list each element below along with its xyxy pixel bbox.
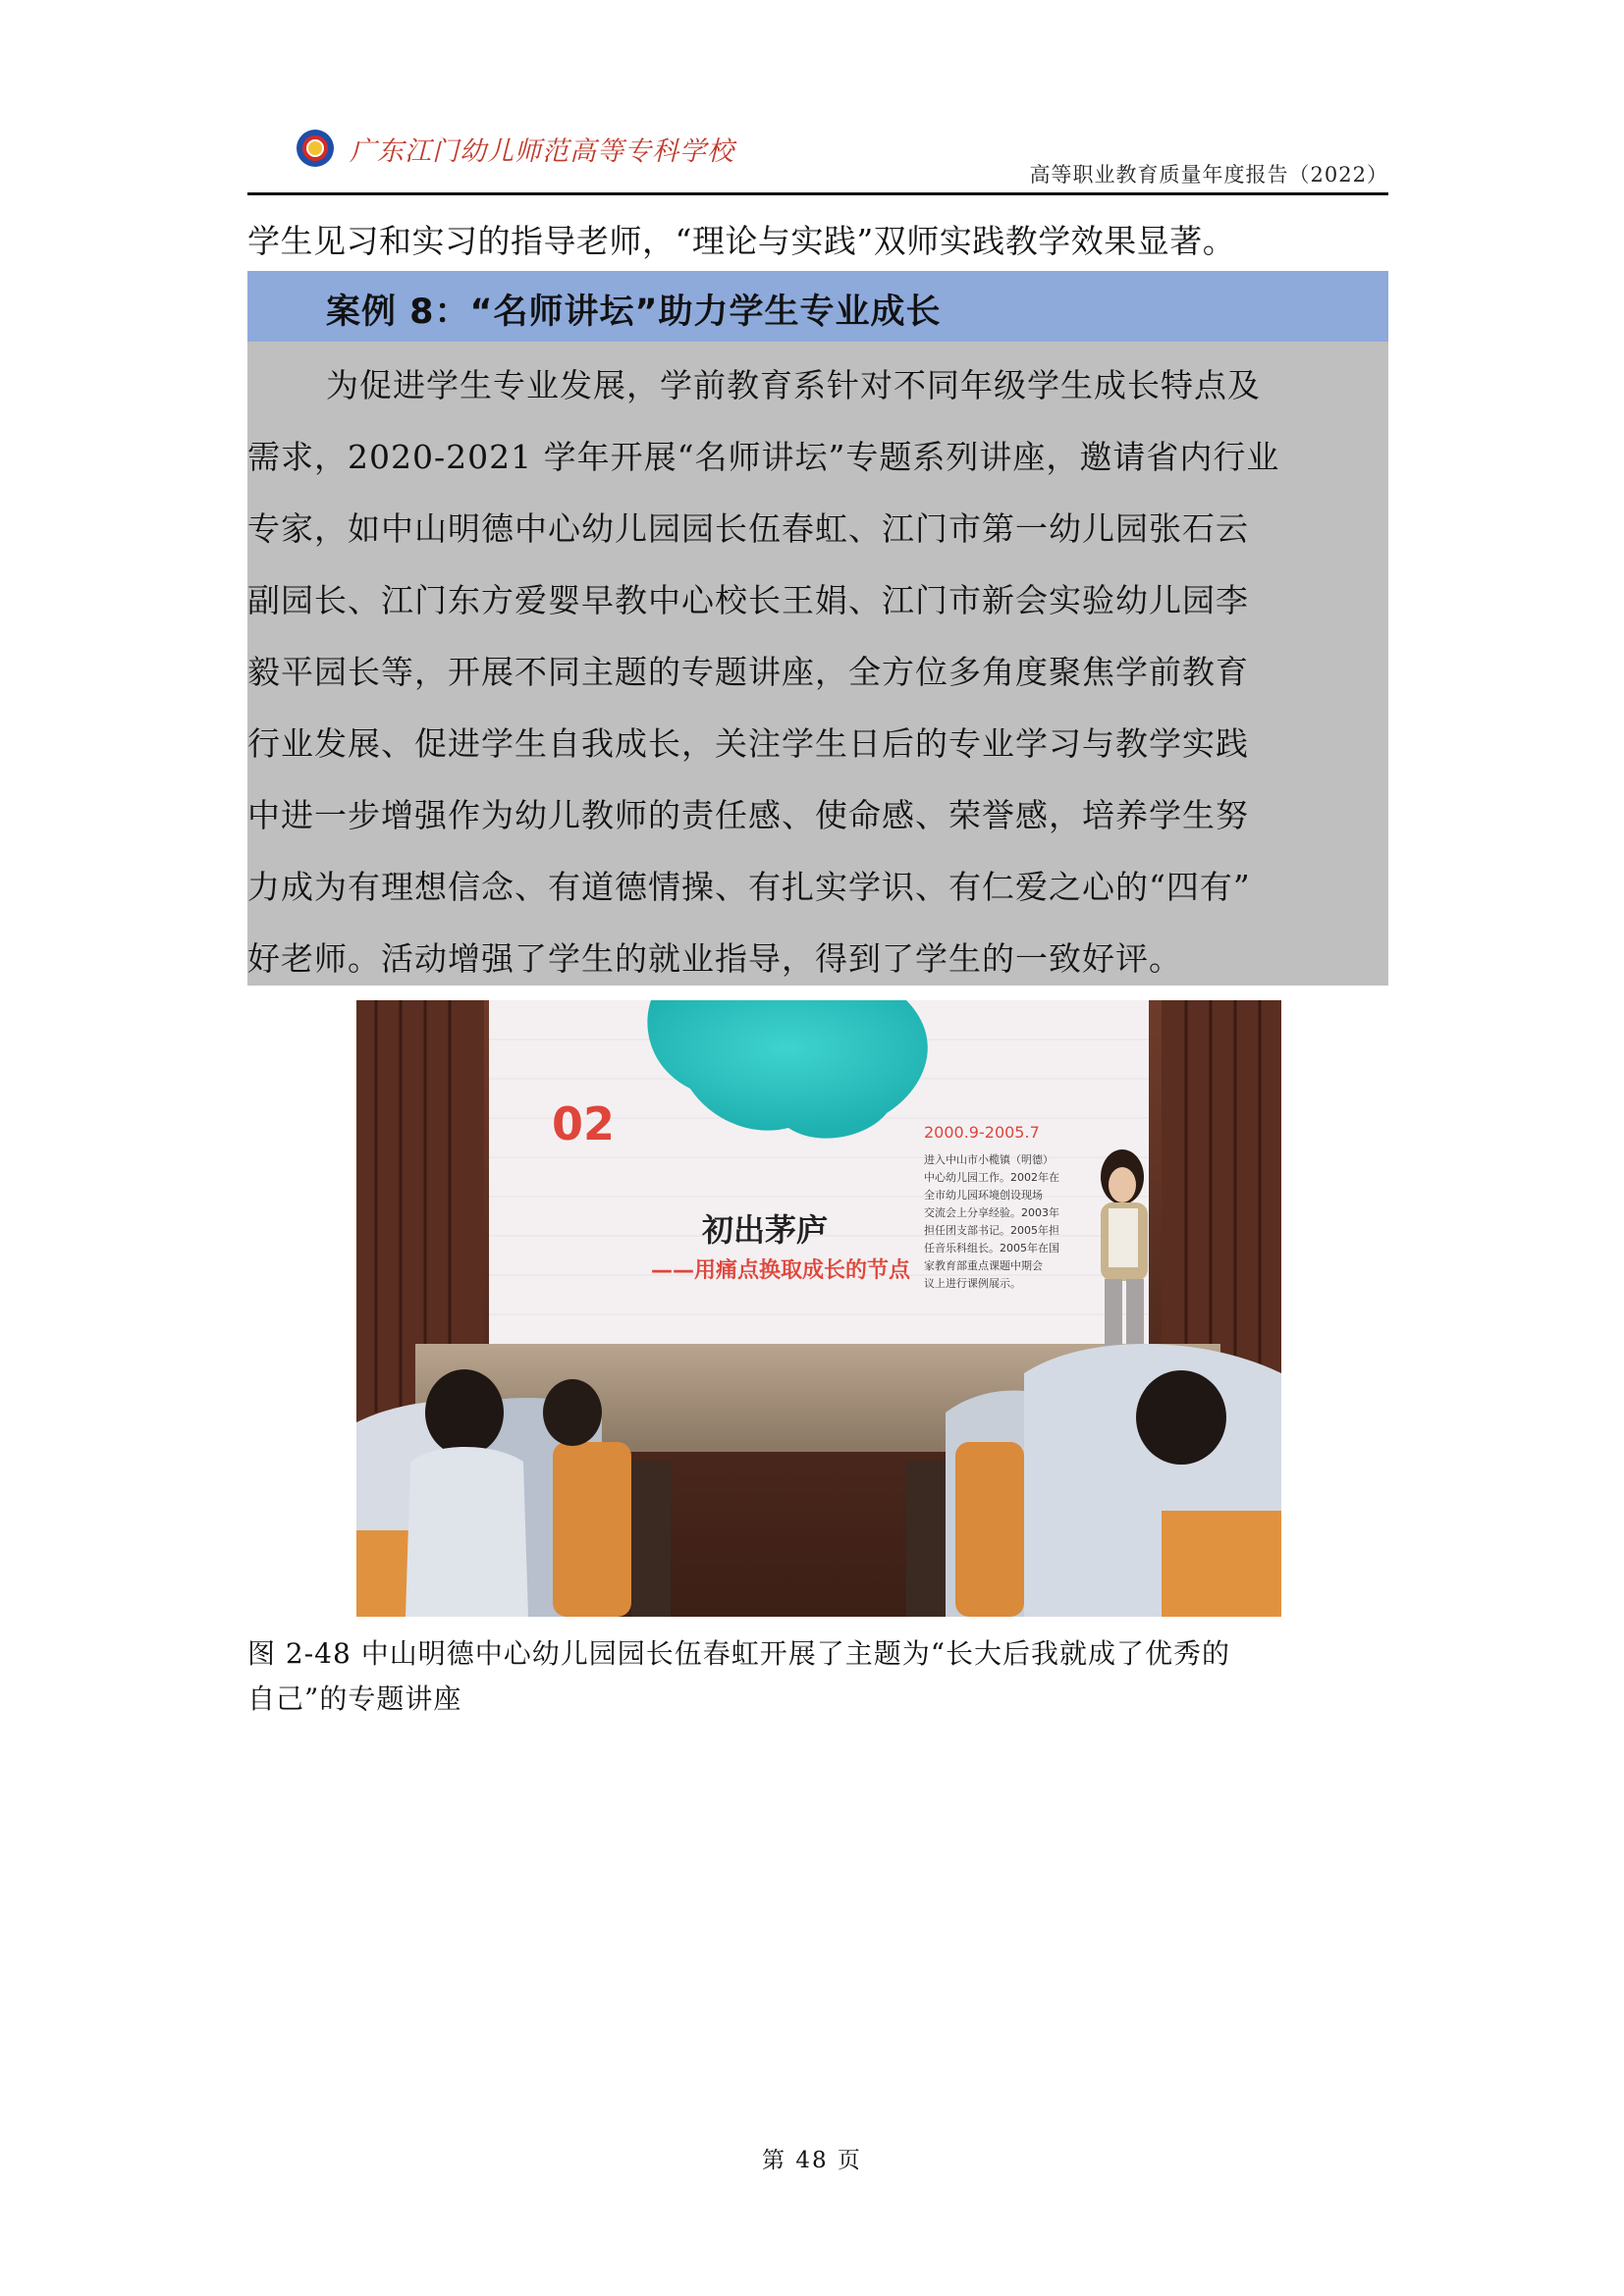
slide-note: 中心幼儿园工作。2002年在 — [924, 1171, 1059, 1184]
slide-note: 进入中山市小榄镇（明德） — [924, 1153, 1054, 1166]
case-line: 毅平园长等，开展不同主题的专题讲座，全方位多角度聚焦学前教育 — [247, 653, 1249, 691]
figure-caption — [247, 1631, 1388, 1722]
slide-date: 2000.9-2005.7 — [924, 1123, 1040, 1142]
case-paragraph — [247, 349, 1388, 994]
case-title-bar — [247, 271, 1388, 342]
slide-note: 议上进行课例展示。 — [924, 1277, 1021, 1290]
case-line: 需求，2020-2021 学年开展“名师讲坛”专题系列讲座，邀请省内行业 — [247, 438, 1280, 476]
case-line: 力成为有理想信念、有道德情操、有扎实学识、有仁爱之心的“四有” — [247, 868, 1251, 906]
page-header — [247, 116, 1388, 192]
slide-note: 交流会上分享经验。2003年 — [924, 1206, 1059, 1219]
school-logo — [297, 130, 334, 167]
case-line: 专家，如中山明德中心幼儿园园长伍春虹、江门市第一幼儿园张石云 — [247, 509, 1249, 548]
case-line: 好老师。活动增强了学生的就业指导，得到了学生的一致好评。 — [247, 939, 1182, 978]
page-number: 第 48 页 — [762, 2148, 862, 2173]
case-block — [247, 271, 1388, 986]
case-line: 行业发展、促进学生自我成长，关注学生日后的专业学习与教学实践 — [247, 724, 1249, 763]
case-line: 副园长、江门东方爱婴早教中心校长王娟、江门市新会实验幼儿园李 — [247, 581, 1249, 619]
slide-note: 全市幼儿园环境创设现场 — [924, 1189, 1043, 1201]
slide-note: 担任团支部书记。2005年担 — [924, 1224, 1059, 1237]
header-divider — [247, 192, 1388, 195]
case-title: 案例 8：“名师讲坛”助力学生专业成长 — [326, 293, 942, 332]
report-title: 高等职业教育质量年度报告（2022） — [1029, 163, 1388, 187]
slide-note: 家教育部重点课题中期会 — [924, 1259, 1043, 1272]
school-name: 广东江门幼儿师范高等专科学校 — [350, 136, 734, 167]
slide-title: 初出茅庐 — [702, 1211, 829, 1249]
caption-line: 自己”的专题讲座 — [247, 1682, 462, 1715]
slide-subtitle: ——用痛点换取成长的节点 — [651, 1258, 911, 1283]
slide-note: 任音乐科组长。2005年在国 — [924, 1242, 1059, 1255]
intro-line: 学生见习和实习的指导老师，“理论与实践”双师实践教学效果显著。 — [247, 222, 1236, 260]
lecture-photo — [356, 1000, 1281, 1617]
slide-number: 02 — [552, 1097, 616, 1150]
caption-line: 图 2-48 中山明德中心幼儿园园长伍春虹开展了主题为“长大后我就成了优秀的 — [247, 1637, 1231, 1670]
case-line: 为促进学生专业发展，学前教育系针对不同年级学生成长特点及 — [326, 366, 1261, 404]
case-line: 中进一步增强作为幼儿教师的责任感、使命感、荣誉感，培养学生努 — [247, 796, 1249, 834]
